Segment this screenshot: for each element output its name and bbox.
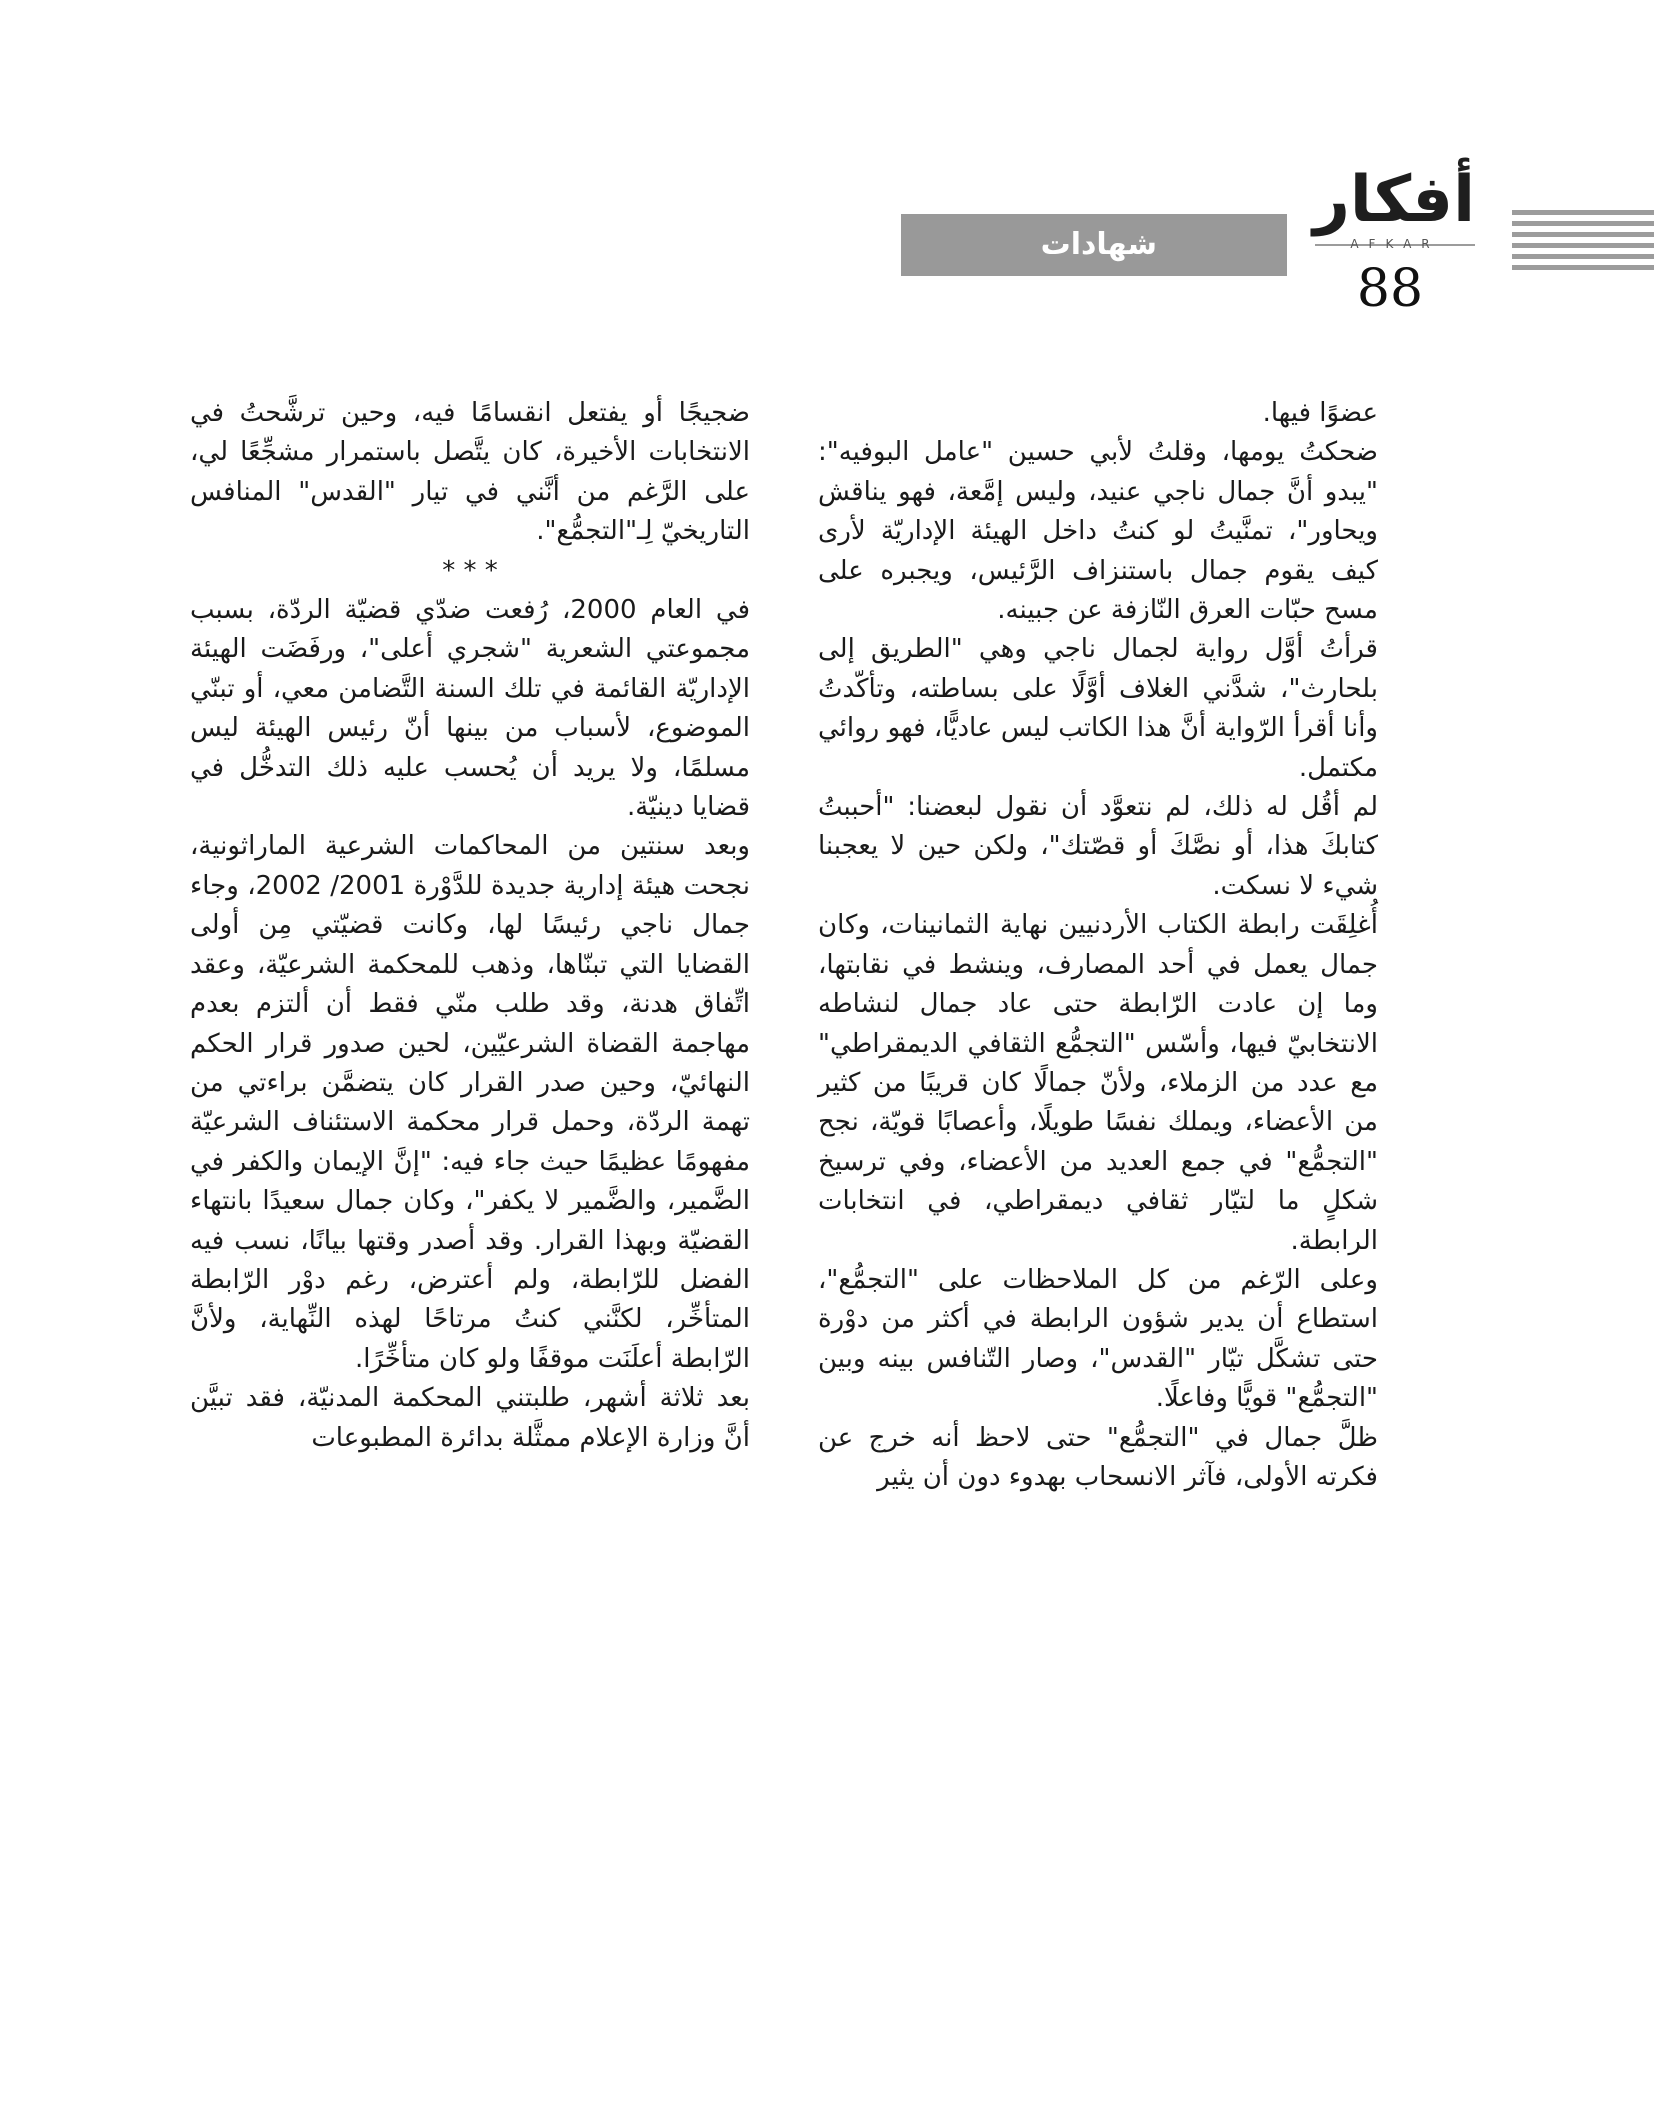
magazine-logo-latin: AFKAR xyxy=(1350,237,1440,251)
paragraph: عضوًا فيها. xyxy=(1262,398,1378,428)
paragraph: أُغلِقَت رابطة الكتاب الأردنيين نهاية الثمانينات، وكان جمال يعمل في أحد المصارف، وينشط في نقابتها، وما إن عادت الرّابطة حتى عاد جمال لنشاطه الانتخابيّ فيها، وأسّس "التجمُّع الثقافي الديمقراطي" مع عدد من الزملاء، ولأنّ جمالًا كان قريبًا من كثير من الأعضاء، ويملك نفسًا طويلًا، وأعصابًا قويّة، نجح "التجمُّع" في جمع العديد من الأعضاء، وفي ترسيخ شكلٍ ما لتيّار ثقافي ديمقراطي، في انتخابات الرابطة. xyxy=(818,910,1378,1256)
paragraph: قرأتُ أوَّل رواية لجمال ناجي وهي "الطريق إلى بلحارث"، شدَّني الغلاف أوَّلًا على بساطته، وتأكّدتُ وأنا أقرأ الرّواية أنَّ هذا الكاتب ليس عاديًّا، فهو روائي مكتمل. xyxy=(818,634,1378,783)
paragraph: ضجيجًا أو يفتعل انقسامًا فيه، وحين ترشَّحتُ في الانتخابات الأخيرة، كان يتَّصل باستمرار مشجِّعًا لي، على الرَّغم من أنَّني في تيار "القدس" المنافس التاريخيّ لِـ"التجمُّع". xyxy=(190,398,750,547)
paragraph: لم أقُل له ذلك، لم نتعوَّد أن نقول لبعضنا: "أحببتُ كتابكَ هذا، أو نصَّكَ أو قصّتك"، ولكن حين لا يعجبنا شيء لا نسكت. xyxy=(818,792,1378,901)
paragraph: وبعد سنتين من المحاكمات الشرعية الماراثونية، نجحت هيئة إدارية جديدة للدَّوْرة 2001/ 2002، وجاء جمال ناجي رئيسًا لها، وكانت قضيّتي مِن أولى القضايا التي تبنّاها، وذهب للمحكمة الشرعيّة، وعقد اتِّفاق هدنة، وقد طلب منّي فقط أن ألتزم بعدم مهاجمة القضاة الشرعيّين، لحين صدور قرار الحكم النهائيّ، وحين صدر القرار كان يتضمَّن براءتي من تهمة الردّة، وحمل قرار محكمة الاستئناف الشرعيّة مفهومًا عظيمًا حيث جاء فيه: "إنَّ الإيمان والكفر في الضَّمير، والضَّمير لا يكفر"، وكان جمال سعيدًا بانتهاء القضيّة وبهذا القرار. وقد أصدر وقتها بيانًا، نسب فيه الفضل للرّابطة، ولم أعترض، رغم دوْر الرّابطة المتأخِّر، لكنَّني كنتُ مرتاحًا لهذه النِّهاية، ولأنَّ الرّابطة أعلَنَت موقفًا ولو كان متأخِّرًا. xyxy=(190,831,751,1374)
text-column-right xyxy=(818,394,1378,1497)
paragraph: في العام 2000، رُفعت ضدّي قضيّة الردّة، بسبب مجموعتي الشعرية "شجري أعلى"، ورفَضَت الهيئة الإداريّة القائمة في تلك السنة التَّضامن معي، أو تبنّي الموضوع، لأسباب من بينها أنّ رئيس الهيئة ليس مسلمًا، ولا يريد أن يُحسب عليه ذلك التدخُّل في قضايا دينيّة. xyxy=(190,595,751,823)
paragraph: ظلَّ جمال في "التجمُّع" حتى لاحظ أنه خرج عن فكرته الأولى، فآثر الانسحاب بهدوء دون أن يثير xyxy=(818,1422,1378,1492)
page-number: 88 xyxy=(1356,259,1424,319)
paragraph: وعلى الرّغم من كل الملاحظات على "التجمُّع"، استطاع أن يدير شؤون الرابطة في أكثر من دوْرة حتى تشكَّل تيّار "القدس"، وصار التّنافس بينه وبين "التجمُّع" قويًّا وفاعلًا. xyxy=(818,1264,1378,1414)
decorative-stripes xyxy=(1512,210,1654,276)
section-separator: * * * xyxy=(442,555,498,586)
text-column-left xyxy=(190,394,750,1458)
section-title: شهادات xyxy=(901,214,1287,276)
paragraph: ضحكتُ يومها، وقلتُ لأبي حسين "عامل البوفيه": "يبدو أنَّ جمال ناجي عنيد، وليس إمَّعة، فهو يناقش ويحاور"، تمنَّيتُ لو كنتُ داخل الهيئة الإداريّة لأرى كيف يقوم جمال باستنزاف الرَّئيس، ويجبره على مسح حبّات العرق النّازفة عن جبينه. xyxy=(818,437,1378,626)
magazine-logo: أفكار xyxy=(1313,163,1475,237)
paragraph: بعد ثلاثة أشهر، طلبتني المحكمة المدنيّة، فقد تبيَّن أنَّ وزارة الإعلام ممثَّلة بدائرة المطبوعات xyxy=(190,1383,750,1453)
